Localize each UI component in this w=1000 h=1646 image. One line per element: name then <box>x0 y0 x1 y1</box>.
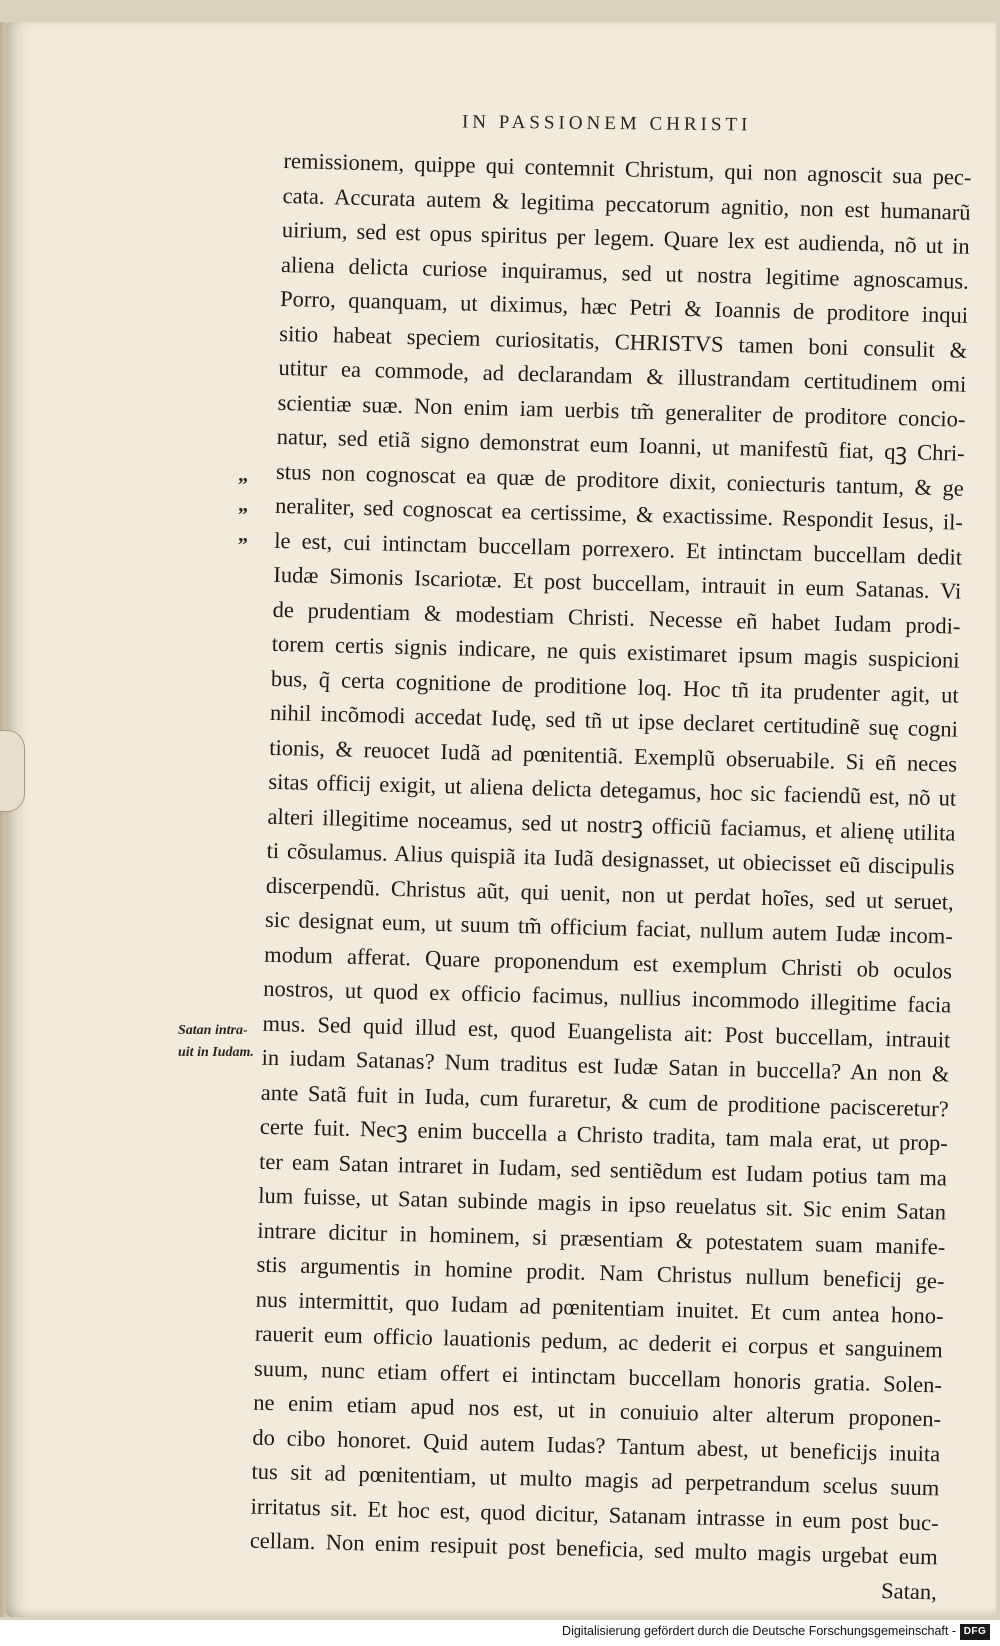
text-line: remissionem, quippe qui contemnit Christum, qui non agnoscit sua pec- <box>283 147 972 190</box>
text-line: stus non cognoscat ea quæ de proditore dixit, coniecturis tantum, & ge <box>275 458 965 501</box>
text-line: stis argumentis in homine prodit. Nam Christus nullum beneficij ge- <box>256 1251 945 1294</box>
text-line: nus intermittit, quo Iudam ad pœnitentiam inuitet. Et cum antea hono- <box>255 1286 944 1328</box>
text-line: discerpendũ. Christus aũt, qui uenit, non ut perdat hoĩes, sed ut seruet, <box>265 872 954 915</box>
text-line: ti cõsulamus. Alius quispiã ita Iudã designasset, ut obiecisset eũ discipulis <box>266 837 955 880</box>
body-text-block <box>249 144 972 1609</box>
marginal-note-line: uit in Iudam. <box>178 1045 254 1060</box>
text-line: do cibo honoret. Quid autem Iudas? Tantum abest, ut beneficijs inuita <box>252 1424 941 1466</box>
footer-bar <box>0 1620 1000 1646</box>
text-line: bus, q̃ certa cognitione de proditione loq. Hoc tñ ita prudenter agit, ut <box>270 665 960 708</box>
text-line: nihil incõmodi accedat Iudę, sed tñ ut ipse declaret certitudinẽ suę cogni <box>269 699 959 742</box>
text-line: utitur ea commode, ad declarandam & illustrandam certitudinem omi <box>278 354 967 397</box>
text-line: tionis, & reuocet Iudã ad pœnitentiã. Exemplũ obseruabile. Si eñ neces <box>268 734 958 777</box>
text-line: certe fuit. Necꝫ enim buccella a Christo tradita, tam mala erat, ut prop- <box>259 1113 949 1156</box>
text-line: sic designat eum, ut suum tm̃ officium faciat, nullum autem Iudæ incom- <box>264 906 954 949</box>
text-line: aliena delicta curiose inquiramus, sed ut nostra legitime agnoscamus. <box>280 251 970 294</box>
dfg-logo: DFG <box>960 1624 990 1640</box>
text-line: modum afferat. Quare proponendum est exemplum Christi ob oculos <box>263 941 953 984</box>
text-line: ne enim etiam apud nos est, ut in conuiuio alter alterum proponen- <box>252 1389 942 1432</box>
text-line: scientiæ suæ. Non enim iam uerbis tm̃ generaliter de proditore concio- <box>277 389 966 432</box>
text-line: nostros, ut quod ex officio facimus, nullius incommodo illegitime facia <box>263 975 952 1018</box>
text-line: natur, sed etiã signo demonstrat eum Ioanni, ut manifestũ fiat, qꝫ Chri- <box>276 423 965 466</box>
page-clip <box>0 730 25 812</box>
text-line: neraliter, sed cognoscat ea certissime, & exactissime. Respondit Iesus, il- <box>274 492 964 535</box>
text-line: Porro, quanquam, ut diximus, hæc Petri & Ioannis de proditore inqui <box>279 285 969 328</box>
text-line: rauerit eum officio lauationis pedum, ac dederit ei corpus et sanguinem <box>254 1320 944 1363</box>
text-line: mus. Sed quid illud est, quod Euangelista ait: Post buccellam, intrauit <box>262 1010 951 1053</box>
marginal-note <box>178 1020 254 1064</box>
text-line: cata. Accurata autem & legitima peccatorum agnitio, non est humanarũ <box>282 182 971 225</box>
running-head: IN PASSIONEM CHRISTI <box>461 111 752 136</box>
text-line: in iudam Satanas? Num traditus est Iudæ Satan in buccella? An non & <box>261 1044 950 1087</box>
text-line: sitas officij exigit, ut aliena delicta detegamus, hoc sic faciendũ est, nõ ut <box>268 768 957 811</box>
quote-mark: „ <box>238 524 248 546</box>
text-line: le est, cui intinctam buccellam porrexero. Et intinctam buccellam dedit <box>274 527 963 570</box>
text-line: Satan, <box>880 1577 938 1604</box>
text-line: ante Satã fuit in Iuda, cum furaretur, & cum de proditione pacisceretur? <box>260 1079 949 1122</box>
text-line: sitio habeat speciem curiositatis, CHRISTVS tamen boni consulit & <box>279 320 968 363</box>
marginal-note-line: Satan intra- <box>178 1023 248 1038</box>
text-line: irritatus sit. Et hoc est, quod dicitur, Satanam intrasse in eum post buc- <box>250 1493 939 1535</box>
text-line: de prudentiam & modestiam Christi. Necesse eñ habet Iudam prodi- <box>272 596 961 639</box>
text-line: tus sit ad pœnitentiam, ut multo magis ad perpetrandum scelus suum <box>251 1458 940 1501</box>
text-line: intrare dicitur in hominem, si præsentiam & potestatem suam manife- <box>257 1217 946 1259</box>
text-line: uirium, sed est opus spiritus per legem. Quare lex est audienda, nõ ut in <box>281 216 971 259</box>
text-line: alteri illegitime noceamus, sed ut nostrꝫ officiũ faciamus, et alienę utilita <box>267 803 956 846</box>
text-line: lum fuisse, ut Satan subinde magis in ipso reuelatus sit. Sic enim Satan <box>258 1182 947 1225</box>
text-line: torem certis signis indicare, ne quis existimaret ipsum magis suspicioni <box>271 630 960 673</box>
text-line: ter eam Satan intraret in Iudam, sed sentiẽdum est Iudam potius tam ma <box>258 1148 948 1191</box>
quote-mark: „ <box>238 494 248 516</box>
text-line: cellam. Non enim resipuit post beneficia, sed multo magis urgebat eum <box>249 1527 938 1570</box>
quote-mark: „ <box>238 464 248 486</box>
quotation-marks <box>238 460 248 550</box>
footer-credit: Digitalisierung gefördert durch die Deutsche Forschungsgemeinschaft - <box>562 1624 956 1638</box>
text-line: Iudæ Simonis Iscariotæ. Et post buccellam, intrauit in eum Satanas. Vi <box>273 561 962 604</box>
text-line: suum, nunc etiam offert ei intinctam buccellam honoris gratia. Solen- <box>253 1355 943 1397</box>
